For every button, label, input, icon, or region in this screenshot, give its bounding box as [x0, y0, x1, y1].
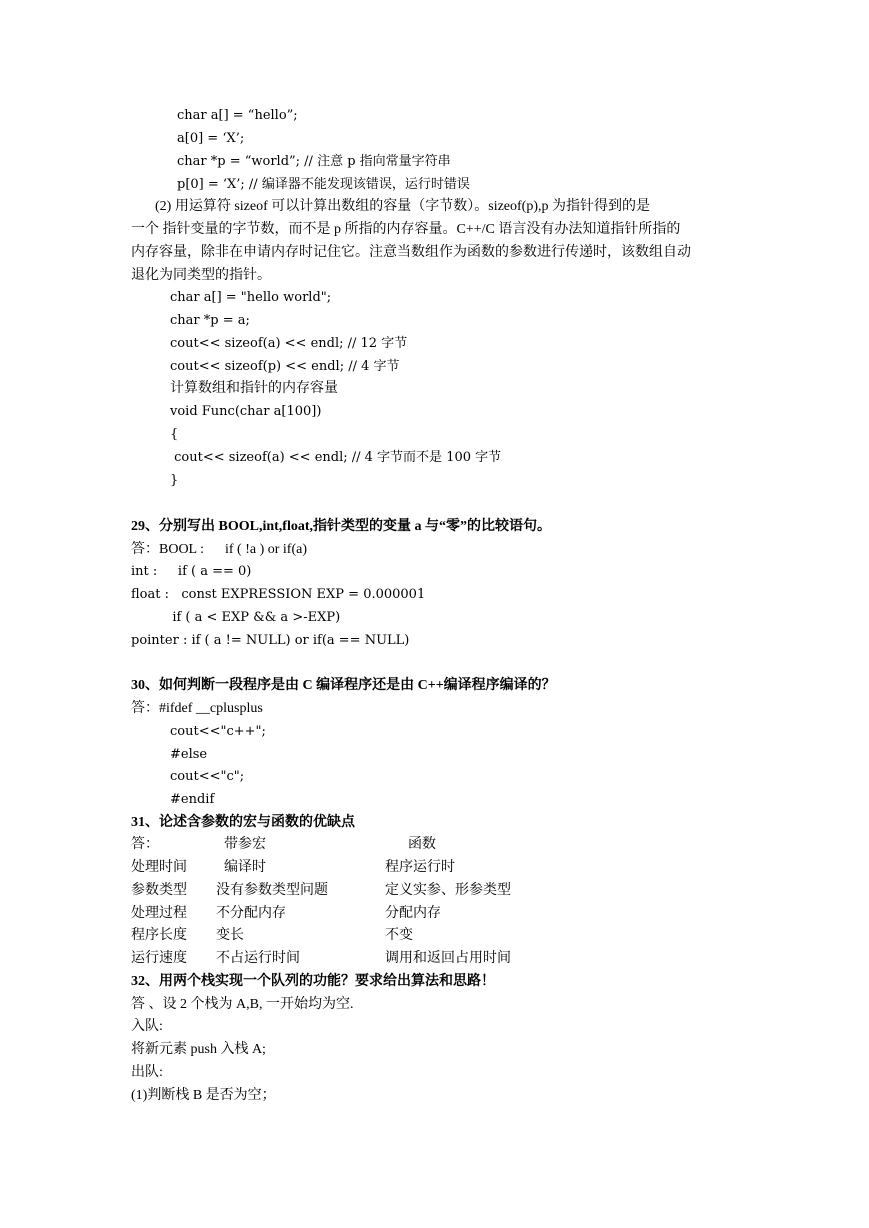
code-line: cout<< sizeof(p) << endl; // 4 字节 — [170, 359, 400, 374]
table-cell: 定义实参、形参类型 — [385, 883, 511, 898]
table-header-cell: 答： — [131, 837, 159, 852]
code-line: { — [170, 427, 179, 442]
question-title: 29、分别写出 BOOL,int,float,指针类型的变量 a 与“零”的比较语句。 — [131, 519, 552, 534]
table-cell: 程序运行时 — [385, 860, 455, 875]
code-line: char *p = “world”; // 注意 p 指向常量字符串 — [177, 154, 451, 169]
code-line: char a[] = “hello”; — [177, 108, 298, 123]
paragraph-line: 退化为同类型的指针。 — [131, 268, 271, 283]
table-cell: 变长 — [216, 928, 244, 943]
answer-line: 出队: — [131, 1065, 163, 1080]
answer-line: 答：#ifdef __cplusplus — [131, 701, 263, 716]
answer-line: (1)判断栈 B 是否为空； — [131, 1088, 276, 1103]
table-cell: 没有参数类型问题 — [216, 883, 328, 898]
code-line: } — [170, 473, 179, 488]
table-cell: 不占运行时间 — [216, 951, 300, 966]
answer-line: if ( a < EXP && a >-EXP) — [131, 610, 341, 625]
table-cell: 不分配内存 — [216, 906, 286, 921]
code-line: char a[] = "hello world"; — [170, 290, 332, 305]
paragraph-line: 内存容量，除非在申请内存时记住它。注意当数组作为函数的参数进行传递时，该数组自动 — [131, 245, 691, 260]
table-cell: 程序长度 — [131, 928, 187, 943]
code-line: 计算数组和指针的内存容量 — [170, 381, 338, 396]
table-cell: 编译时 — [224, 860, 266, 875]
table-cell: 处理过程 — [131, 906, 187, 921]
answer-line: 答 、设 2 个栈为 A,B, 一开始均为空. — [131, 997, 354, 1012]
answer-line: float : const EXPRESSION EXP = 0.000001 — [131, 587, 426, 602]
table-cell: 参数类型 — [131, 883, 187, 898]
table-cell: 调用和返回占用时间 — [385, 951, 511, 966]
answer-line: int : if ( a == 0) — [131, 564, 252, 579]
code-line: #endif — [170, 792, 215, 807]
code-line: #else — [170, 747, 208, 762]
code-line: void Func(char a[100]) — [170, 404, 322, 419]
paragraph-line: (2) 用运算符 sizeof 可以计算出数组的容量（字节数）。sizeof(p),p 为指针得到的是 — [155, 199, 651, 214]
answer-line: 将新元素 push 入栈 A; — [131, 1042, 266, 1057]
answer-line: pointer : if ( a != NULL) or if(a == NULL) — [131, 633, 410, 648]
table-cell: 运行速度 — [131, 951, 187, 966]
table-header-cell: 函数 — [408, 837, 436, 852]
table-cell: 分配内存 — [385, 906, 441, 921]
paragraph-line: 一个 指针变量的字节数，而不是 p 所指的内存容量。C++/C 语言没有办法知道指针所指的 — [131, 222, 681, 237]
answer-line: 入队: — [131, 1019, 163, 1034]
code-line: cout<<"c"; — [170, 769, 245, 784]
table-cell: 处理时间 — [131, 860, 187, 875]
code-line: p[0] = ‘X’; // 编译器不能发现该错误，运行时错误 — [177, 177, 470, 192]
code-line: cout<< sizeof(a) << endl; // 12 字节 — [170, 336, 408, 351]
code-line: a[0] = ‘X’; — [177, 131, 245, 146]
question-title: 30、如何判断一段程序是由 C 编译程序还是由 C++编译程序编译的？ — [131, 678, 556, 693]
code-line: cout<< sizeof(a) << endl; // 4 字节而不是 100 字节 — [170, 450, 502, 465]
code-line: cout<<"c++"; — [170, 724, 266, 739]
answer-line: 答：BOOL : if ( !a ) or if(a) — [131, 542, 307, 557]
code-line: char *p = a; — [170, 313, 250, 328]
table-cell: 不变 — [385, 928, 413, 943]
table-header-cell: 带参宏 — [224, 837, 266, 852]
question-title: 31、论述含参数的宏与函数的优缺点 — [131, 815, 355, 830]
question-title: 32、用两个栈实现一个队列的功能？要求给出算法和思路！ — [131, 974, 495, 989]
